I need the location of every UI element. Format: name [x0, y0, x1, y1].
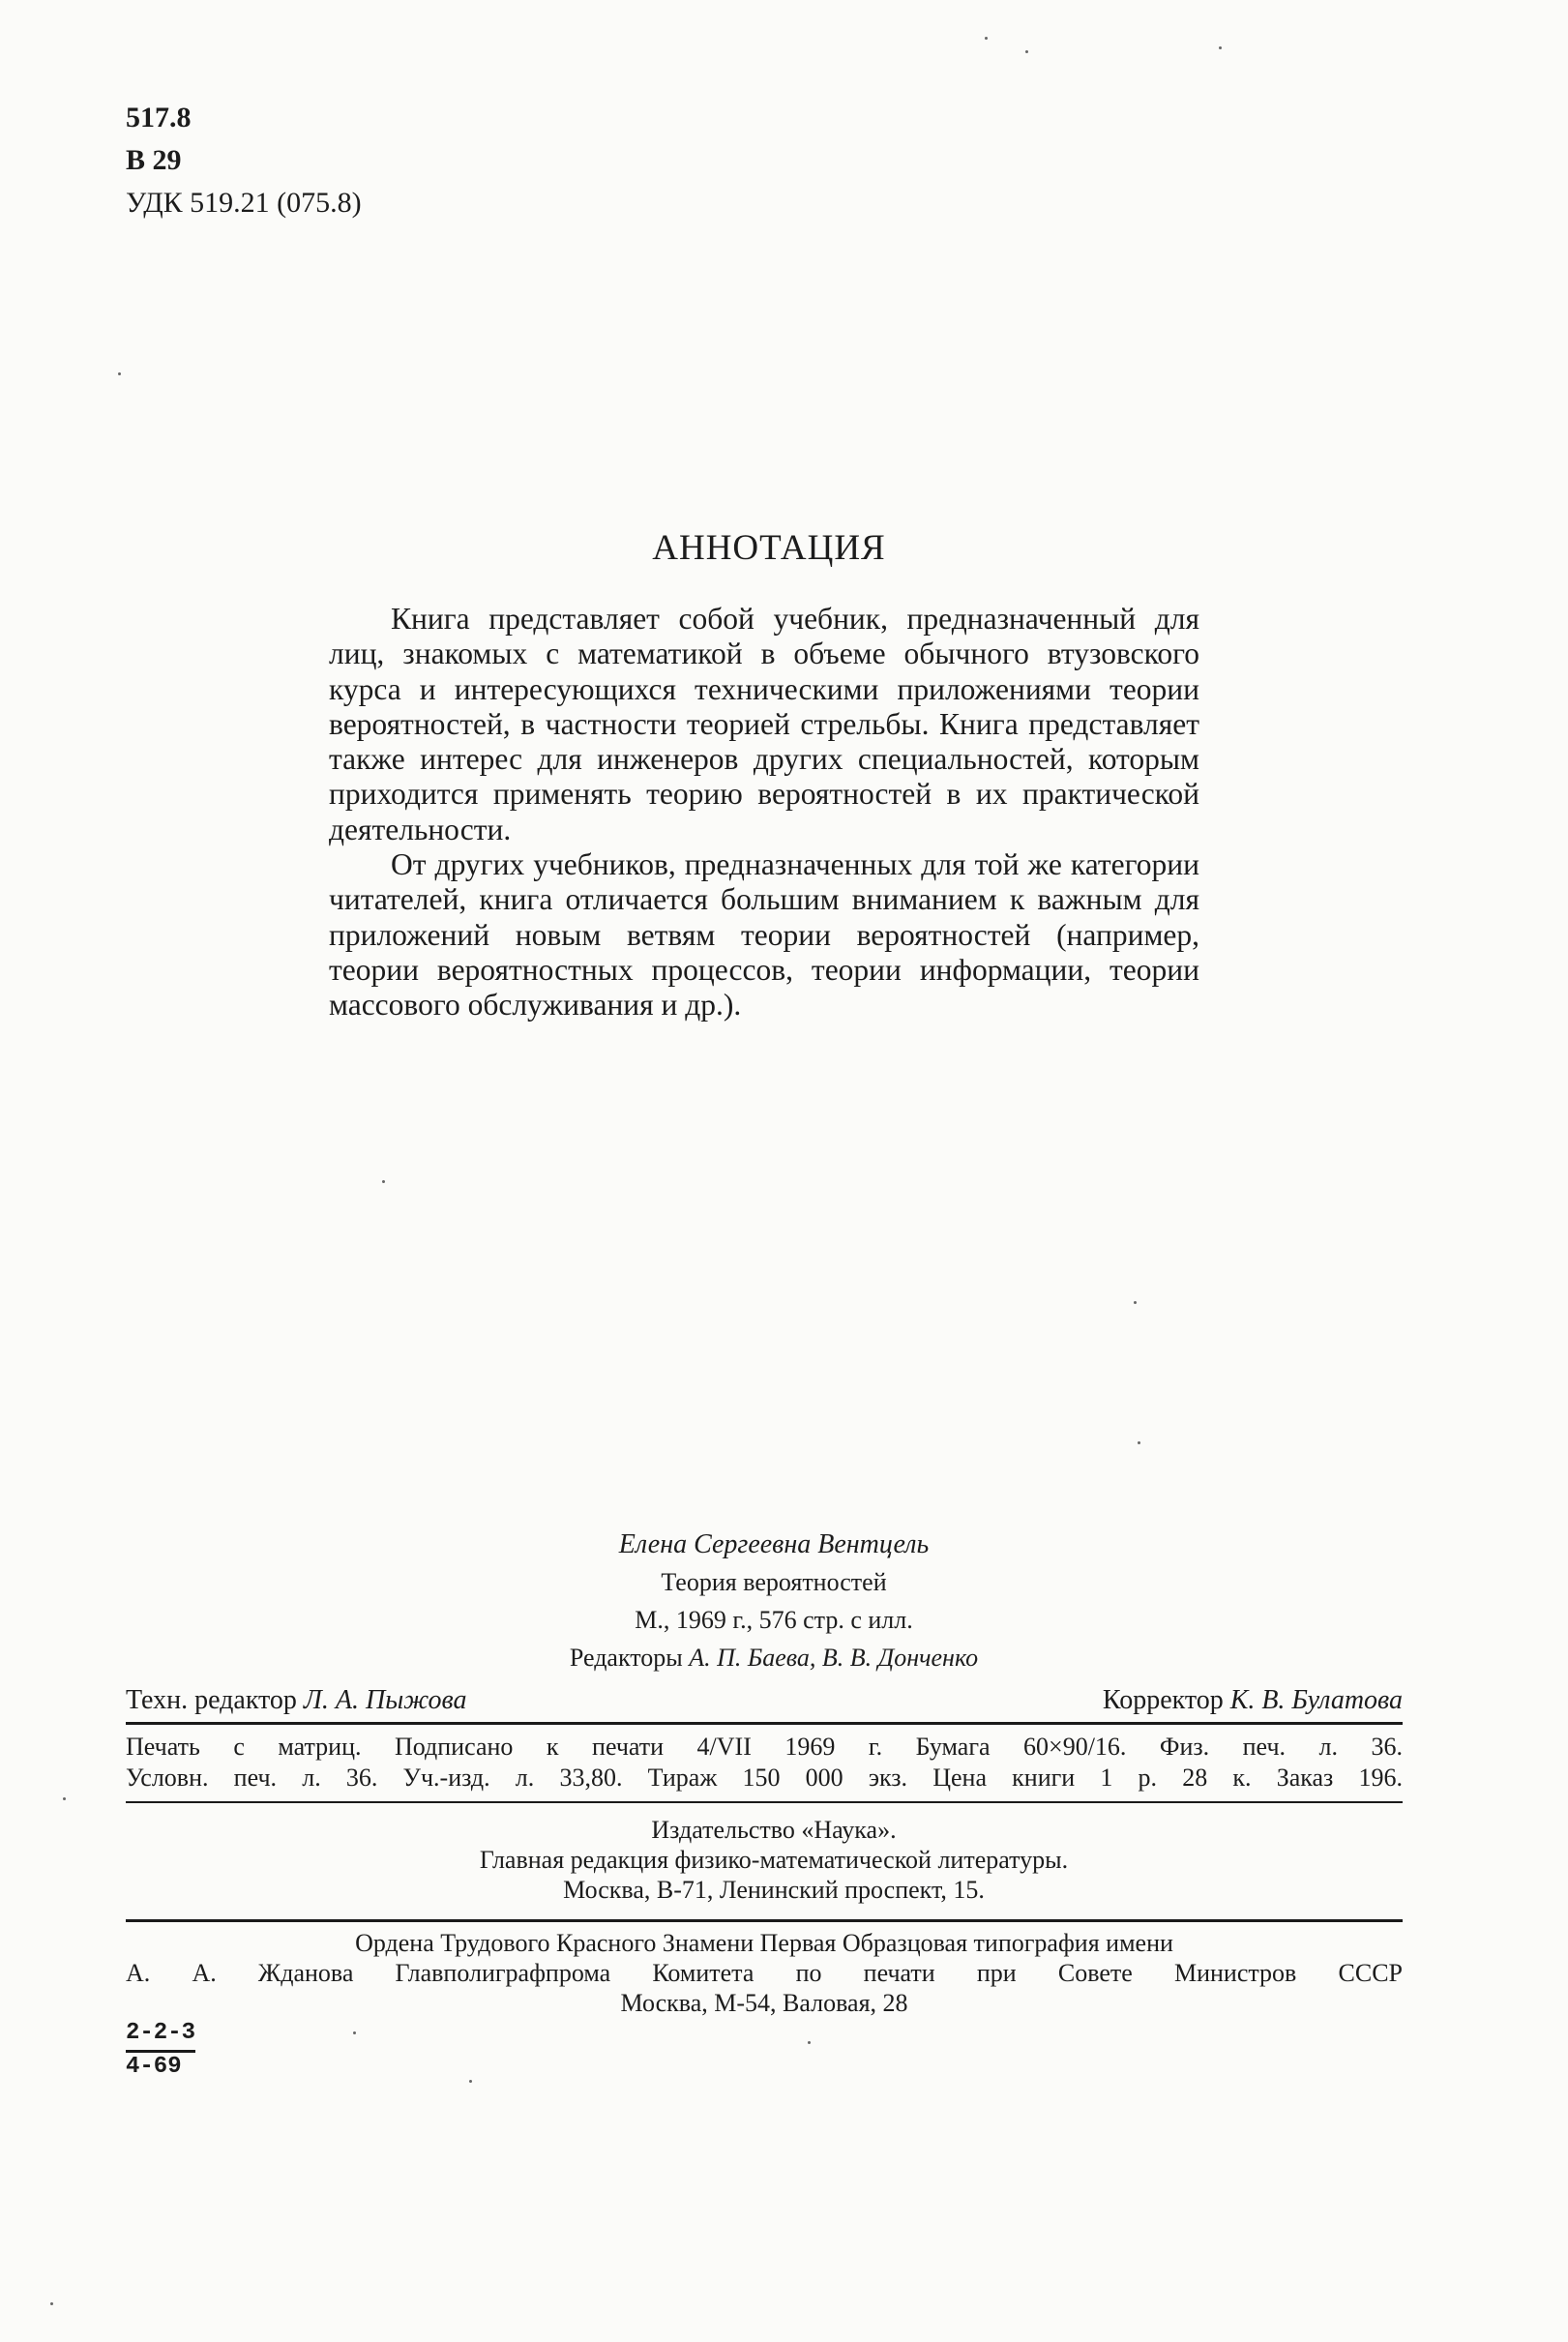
classification-code: 517.8 [126, 102, 192, 133]
scan-speck [1138, 1441, 1140, 1444]
corrector-label: Корректор [1102, 1685, 1224, 1715]
scan-speck [1025, 50, 1028, 53]
printer-line-2: А. А. Жданова Главполиграфпрома Комитета по печати при Совете Министров СССР [126, 1959, 1403, 1987]
scan-speck [50, 2302, 53, 2305]
print-details-line-2: Условн. печ. л. 36. Уч.-изд. л. 33,80. Тираж 150 000 экз. Цена книги 1 р. 28 к. Заказ 196. [126, 1764, 1403, 1792]
tech-editor-name: Л. А. Пыжова [303, 1685, 467, 1715]
divider [126, 1801, 1403, 1803]
editors-label: Редакторы [569, 1644, 683, 1672]
scan-speck [382, 1180, 385, 1183]
divider [126, 1919, 1403, 1922]
author-name: Елена Сергеевна Вентцель [618, 1529, 930, 1559]
print-details-line-1: Печать с матриц. Подписано к печати 4/VII 1969 г. Бумага 60×90/16. Физ. печ. л. 36. [126, 1733, 1403, 1761]
book-title: Теория вероятностей [661, 1568, 887, 1596]
scan-speck [469, 2080, 472, 2083]
order-code-top: 2-2-3 [126, 2019, 195, 2053]
tech-editor-label: Техн. редактор [126, 1685, 297, 1715]
printer-block [126, 1928, 1403, 2018]
udc-code: УДК 519.21 (075.8) [126, 187, 362, 219]
scan-speck [1134, 1301, 1137, 1304]
scan-speck [63, 1797, 66, 1800]
corrector-name: К. В. Булатова [1229, 1685, 1403, 1715]
publisher-line-3: Москва, В-71, Ленинский проспект, 15. [563, 1876, 985, 1904]
scan-speck [1219, 46, 1222, 49]
annotation-body [329, 602, 1199, 1023]
annotation-title: АННОТАЦИЯ [652, 528, 886, 568]
order-code-bottom: 4-69 [126, 2054, 182, 2080]
author-mark: В 29 [126, 144, 182, 176]
printer-line-3: Москва, М-54, Валовая, 28 [620, 1989, 908, 2017]
publisher-line-1: Издательство «Наука». [651, 1816, 897, 1844]
divider [126, 1722, 1403, 1725]
tech-editor [126, 1685, 466, 1716]
scan-speck [353, 2031, 356, 2034]
corrector [1103, 1685, 1403, 1716]
annotation-paragraph-1: Книга представляет собой учебник, предназначенный для лиц, знакомых с математикой в объеме обычного втузовского курса и интересующихся техническими приложениями теории вероятностей, в частности теорией стрельбы. Книга представляет также интерес для инженеров других специальностей, которым приходится применять теорию вероятностей в их практической деятельности. [329, 602, 1199, 846]
printer-line-1: Ордена Трудового Красного Знамени Первая Образцовая типография имени [355, 1929, 1173, 1957]
classification-block [126, 97, 362, 224]
publication-info: М., 1969 г., 576 стр. с илл. [635, 1606, 913, 1634]
order-code [126, 2019, 195, 2082]
annotation-paragraph-2: От других учебников, предназначенных для той же категории читателей, книга отличается большим вниманием к важным для приложений новым ветвям теории вероятностей (например, теории вероятностных процессов, теории информации, теории массового обслуживания и др.). [329, 847, 1199, 1023]
scan-speck [808, 2041, 811, 2044]
editors-line [0, 1640, 1548, 1676]
editors-names: А. П. Баева, В. В. Донченко [689, 1644, 979, 1672]
publisher-line-2: Главная редакция физико-математической литературы. [479, 1846, 1069, 1874]
scan-speck [118, 372, 121, 375]
tech-editor-row [126, 1685, 1403, 1716]
scan-speck [985, 37, 988, 40]
